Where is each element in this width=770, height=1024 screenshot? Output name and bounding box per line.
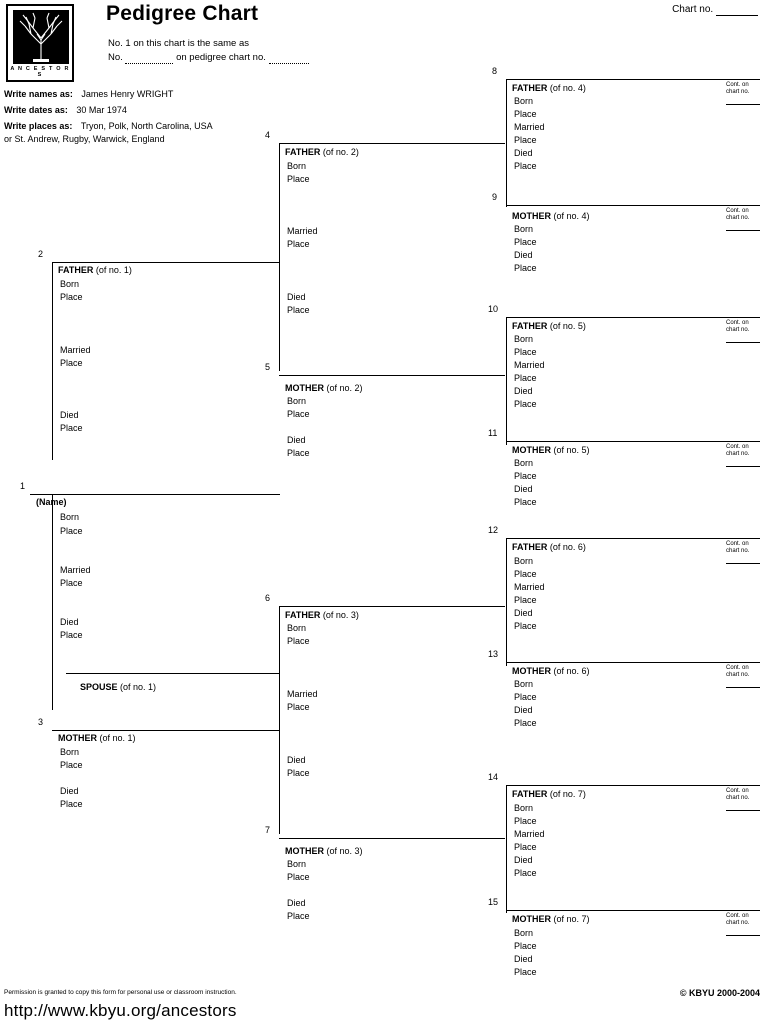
person-14-number: 14 — [488, 772, 499, 782]
no-blank[interactable] — [125, 52, 173, 64]
person-4-married-label: Married — [287, 226, 318, 236]
person-10-died-label: Died — [514, 386, 533, 396]
person-6-of-label: (of no. 3) — [322, 610, 359, 620]
person-10-cont-input[interactable] — [726, 342, 760, 343]
person-10-married-place-label: Place — [514, 373, 537, 383]
person-11-died-place-label: Place — [514, 497, 537, 507]
spouse-rule — [66, 673, 280, 674]
person-4-label: FATHER — [285, 147, 321, 157]
person-8-rule — [506, 79, 760, 80]
person-3-rule — [52, 730, 280, 731]
person-13-label: MOTHER — [512, 666, 551, 676]
person-15-place-label: Place — [514, 941, 537, 951]
person-1-connector — [52, 494, 53, 710]
person-5-of-label: (of no. 2) — [326, 383, 363, 393]
person-9-died-label: Died — [514, 250, 533, 260]
person-10-cont-line1: Cont. on — [726, 320, 749, 326]
person-15-cont-input[interactable] — [726, 935, 760, 936]
person-7-title — [285, 846, 363, 856]
person-9-of-label: (of no. 4) — [553, 211, 590, 221]
person-2-rule — [52, 262, 280, 263]
person-7-born-label: Born — [287, 859, 307, 869]
person-12-married-place-label: Place — [514, 595, 537, 605]
person-2-married-place-label: Place — [60, 358, 83, 368]
person-8-married-label: Married — [514, 122, 545, 132]
copyright-note: © KBYU 2000-2004 — [679, 988, 760, 998]
person-6-connector — [279, 606, 280, 834]
person-14-label: FATHER — [512, 789, 548, 799]
person-14-cont-line2: chart no. — [726, 795, 750, 801]
person-8-cont-note — [726, 82, 749, 96]
person-14-married-label: Married — [514, 829, 545, 839]
person-1-married-place-label: Place — [60, 578, 83, 588]
person-3-number: 3 — [38, 717, 44, 727]
person-5-place-label: Place — [287, 409, 310, 419]
person-6-born-label: Born — [287, 623, 307, 633]
person-12-number: 12 — [488, 525, 499, 535]
person-8-died-place-label: Place — [514, 161, 537, 171]
person-8-cont-input[interactable] — [726, 104, 760, 105]
write-places-label: Write places as: — [4, 121, 73, 131]
person-12-born-label: Born — [514, 556, 534, 566]
person-2-connector — [52, 262, 53, 460]
person-14-connector — [506, 785, 507, 913]
person-14-married-place-label: Place — [514, 842, 537, 852]
person-9-rule — [506, 205, 760, 206]
person-11-cont-line2: chart no. — [726, 451, 750, 457]
person-1-died-label: Died — [60, 617, 79, 627]
person-4-number: 4 — [265, 130, 271, 140]
person-11-cont-line1: Cont. on — [726, 444, 749, 450]
person-5-rule — [279, 375, 505, 376]
person-6-label: FATHER — [285, 610, 321, 620]
ancestors-logo — [6, 4, 74, 82]
person-9-cont-line2: chart no. — [726, 215, 750, 221]
person-11-title — [512, 445, 590, 455]
person-10-place-label: Place — [514, 347, 537, 357]
person-12-cont-note — [726, 541, 749, 555]
person-11-number: 11 — [488, 428, 498, 438]
person-2-place-label: Place — [60, 292, 83, 302]
person-9-died-place-label: Place — [514, 263, 537, 273]
no-label: No. — [108, 52, 123, 63]
person-8-title — [512, 83, 586, 93]
person-1-title — [36, 497, 67, 507]
person-14-cont-input[interactable] — [726, 810, 760, 811]
person-12-married-label: Married — [514, 582, 545, 592]
person-6-died-label: Died — [287, 755, 306, 765]
person-15-cont-note — [726, 913, 749, 927]
on-pedigree-chart-label: on pedigree chart no. — [176, 52, 266, 63]
person-12-connector — [506, 538, 507, 666]
person-10-rule — [506, 317, 760, 318]
person-15-title — [512, 914, 590, 924]
person-13-died-place-label: Place — [514, 718, 537, 728]
write-names-label: Write names as: — [4, 89, 73, 99]
person-8-of-label: (of no. 4) — [549, 83, 586, 93]
person-10-of-label: (of no. 5) — [549, 321, 586, 331]
person-10-died-place-label: Place — [514, 399, 537, 409]
person-3-label: MOTHER — [58, 733, 97, 743]
person-8-born-label: Born — [514, 96, 534, 106]
person-14-place-label: Place — [514, 816, 537, 826]
person-8-married-place-label: Place — [514, 135, 537, 145]
person-2-of-label: (of no. 1) — [95, 265, 132, 275]
person-10-connector — [506, 317, 507, 445]
person-11-of-label: (of no. 5) — [553, 445, 590, 455]
person-11-place-label: Place — [514, 471, 537, 481]
permission-note: Permission is granted to copy this form for personal use or classroom instruction. — [4, 989, 237, 996]
person-10-label: FATHER — [512, 321, 548, 331]
person-8-cont-line1: Cont. on — [726, 82, 749, 88]
pedigree-chart-ref-line — [108, 52, 309, 64]
person-6-place-label: Place — [287, 636, 310, 646]
person-13-cont-note — [726, 665, 749, 679]
person-8-connector — [506, 79, 507, 207]
person-10-married-label: Married — [514, 360, 545, 370]
chart-no-field — [672, 4, 758, 16]
person-13-cont-input[interactable] — [726, 687, 760, 688]
person-2-title — [58, 265, 132, 275]
person-1-name-label: (Name) — [36, 497, 67, 507]
person-7-number: 7 — [265, 825, 271, 835]
write-names-value: James Henry WRIGHT — [81, 89, 174, 99]
person-7-of-label: (of no. 3) — [326, 846, 363, 856]
website-url[interactable]: http://www.kbyu.org/ancestors — [4, 1001, 237, 1020]
person-5-label: MOTHER — [285, 383, 324, 393]
person-2-label: FATHER — [58, 265, 94, 275]
person-13-born-label: Born — [514, 679, 534, 689]
person-2-number: 2 — [38, 249, 44, 259]
person-15-number: 15 — [488, 897, 499, 907]
person-4-born-label: Born — [287, 161, 307, 171]
person-9-number: 9 — [492, 192, 498, 202]
person-10-cont-note — [726, 320, 749, 334]
person-10-born-label: Born — [514, 334, 534, 344]
person-11-died-label: Died — [514, 484, 533, 494]
chart-no-input[interactable] — [716, 4, 758, 16]
write-dates-value: 30 Mar 1974 — [76, 105, 127, 115]
person-3-died-label: Died — [60, 786, 79, 796]
person-12-died-place-label: Place — [514, 621, 537, 631]
spouse-label: SPOUSE — [80, 682, 118, 692]
person-9-place-label: Place — [514, 237, 537, 247]
person-13-died-label: Died — [514, 705, 533, 715]
person-1-rule — [30, 494, 280, 495]
person-8-died-label: Died — [514, 148, 533, 158]
person-1-number: 1 — [20, 481, 26, 491]
tree-icon — [13, 10, 69, 64]
logo-caption: A N C E S T O R S — [10, 66, 70, 78]
write-dates-row — [4, 105, 127, 115]
person-6-number: 6 — [265, 593, 271, 603]
person-10-cont-line2: chart no. — [726, 327, 750, 333]
person-6-rule — [279, 606, 505, 607]
person-7-place-label: Place — [287, 872, 310, 882]
person-12-of-label: (of no. 6) — [549, 542, 586, 552]
person-14-cont-note — [726, 788, 749, 802]
person-13-number: 13 — [488, 649, 499, 659]
chart-no-blank[interactable] — [269, 52, 309, 64]
person-6-died-place-label: Place — [287, 768, 310, 778]
write-dates-label: Write dates as: — [4, 105, 68, 115]
person-9-label: MOTHER — [512, 211, 551, 221]
person-7-rule — [279, 838, 505, 839]
person-2-died-label: Died — [60, 410, 79, 420]
write-places-alt: or St. Andrew, Rugby, Warwick, England — [4, 134, 165, 144]
person-6-title — [285, 610, 359, 620]
person-14-died-place-label: Place — [514, 868, 537, 878]
person-3-born-label: Born — [60, 747, 80, 757]
person-5-title — [285, 383, 363, 393]
person-7-died-place-label: Place — [287, 911, 310, 921]
tree-graphic — [13, 10, 69, 64]
person-4-died-place-label: Place — [287, 305, 310, 315]
person-15-born-label: Born — [514, 928, 534, 938]
person-15-died-place-label: Place — [514, 967, 537, 977]
person-15-cont-line1: Cont. on — [726, 913, 749, 919]
write-names-row — [4, 89, 173, 99]
person-12-rule — [506, 538, 760, 539]
person-4-married-place-label: Place — [287, 239, 310, 249]
person-1-born-label: Born — [60, 512, 80, 522]
person-10-number: 10 — [488, 304, 499, 314]
person-12-cont-line2: chart no. — [726, 548, 750, 554]
person-11-rule — [506, 441, 760, 442]
chart-no-label: Chart no. — [672, 4, 714, 15]
person-11-cont-note — [726, 444, 749, 458]
person-12-label: FATHER — [512, 542, 548, 552]
person-15-rule — [506, 910, 760, 911]
spouse-of-label: (of no. 1) — [120, 682, 157, 692]
person-9-cont-input[interactable] — [726, 230, 760, 231]
write-places-value: Tryon, Polk, North Carolina, USA — [80, 121, 213, 131]
person-12-place-label: Place — [514, 569, 537, 579]
person-14-died-label: Died — [514, 855, 533, 865]
person-12-title — [512, 542, 586, 552]
person-13-cont-line2: chart no. — [726, 672, 750, 678]
person-13-cont-line1: Cont. on — [726, 665, 749, 671]
person-14-title — [512, 789, 586, 799]
person-3-place-label: Place — [60, 760, 83, 770]
person-13-place-label: Place — [514, 692, 537, 702]
person-4-died-label: Died — [287, 292, 306, 302]
person-1-married-label: Married — [60, 565, 91, 575]
person-6-married-label: Married — [287, 689, 318, 699]
person-5-died-label: Died — [287, 435, 306, 445]
person-9-born-label: Born — [514, 224, 534, 234]
same-as-line: No. 1 on this chart is the same as — [108, 38, 249, 49]
person-7-label: MOTHER — [285, 846, 324, 856]
person-3-title — [58, 733, 136, 743]
person-12-cont-line1: Cont. on — [726, 541, 749, 547]
page-title: Pedigree Chart — [106, 2, 259, 25]
person-8-place-label: Place — [514, 109, 537, 119]
person-1-place-label: Place — [60, 526, 83, 536]
person-4-rule — [279, 143, 505, 144]
person-9-cont-line1: Cont. on — [726, 208, 749, 214]
person-4-title — [285, 147, 359, 157]
person-11-born-label: Born — [514, 458, 534, 468]
person-2-married-label: Married — [60, 345, 91, 355]
person-14-born-label: Born — [514, 803, 534, 813]
person-15-label: MOTHER — [512, 914, 551, 924]
person-4-of-label: (of no. 2) — [322, 147, 359, 157]
person-10-title — [512, 321, 586, 331]
person-14-cont-line1: Cont. on — [726, 788, 749, 794]
person-2-born-label: Born — [60, 279, 80, 289]
person-5-died-place-label: Place — [287, 448, 310, 458]
person-13-of-label: (of no. 6) — [553, 666, 590, 676]
person-15-of-label: (of no. 7) — [553, 914, 590, 924]
person-8-number: 8 — [492, 66, 498, 76]
person-8-cont-line2: chart no. — [726, 89, 750, 95]
person-12-died-label: Died — [514, 608, 533, 618]
person-14-rule — [506, 785, 760, 786]
person-5-born-label: Born — [287, 396, 307, 406]
write-places-row — [4, 121, 213, 131]
person-6-married-place-label: Place — [287, 702, 310, 712]
person-7-died-label: Died — [287, 898, 306, 908]
person-8-label: FATHER — [512, 83, 548, 93]
person-3-died-place-label: Place — [60, 799, 83, 809]
person-2-died-place-label: Place — [60, 423, 83, 433]
person-13-title — [512, 666, 590, 676]
spouse-title — [80, 682, 156, 692]
person-1-died-place-label: Place — [60, 630, 83, 640]
person-13-rule — [506, 662, 760, 663]
person-9-title — [512, 211, 590, 221]
person-5-number: 5 — [265, 362, 271, 372]
person-11-label: MOTHER — [512, 445, 551, 455]
person-15-died-label: Died — [514, 954, 533, 964]
person-14-of-label: (of no. 7) — [549, 789, 586, 799]
person-11-cont-input[interactable] — [726, 466, 760, 467]
person-3-of-label: (of no. 1) — [99, 733, 136, 743]
person-4-place-label: Place — [287, 174, 310, 184]
person-12-cont-input[interactable] — [726, 563, 760, 564]
person-9-cont-note — [726, 208, 749, 222]
person-4-connector — [279, 143, 280, 371]
person-15-cont-line2: chart no. — [726, 920, 750, 926]
